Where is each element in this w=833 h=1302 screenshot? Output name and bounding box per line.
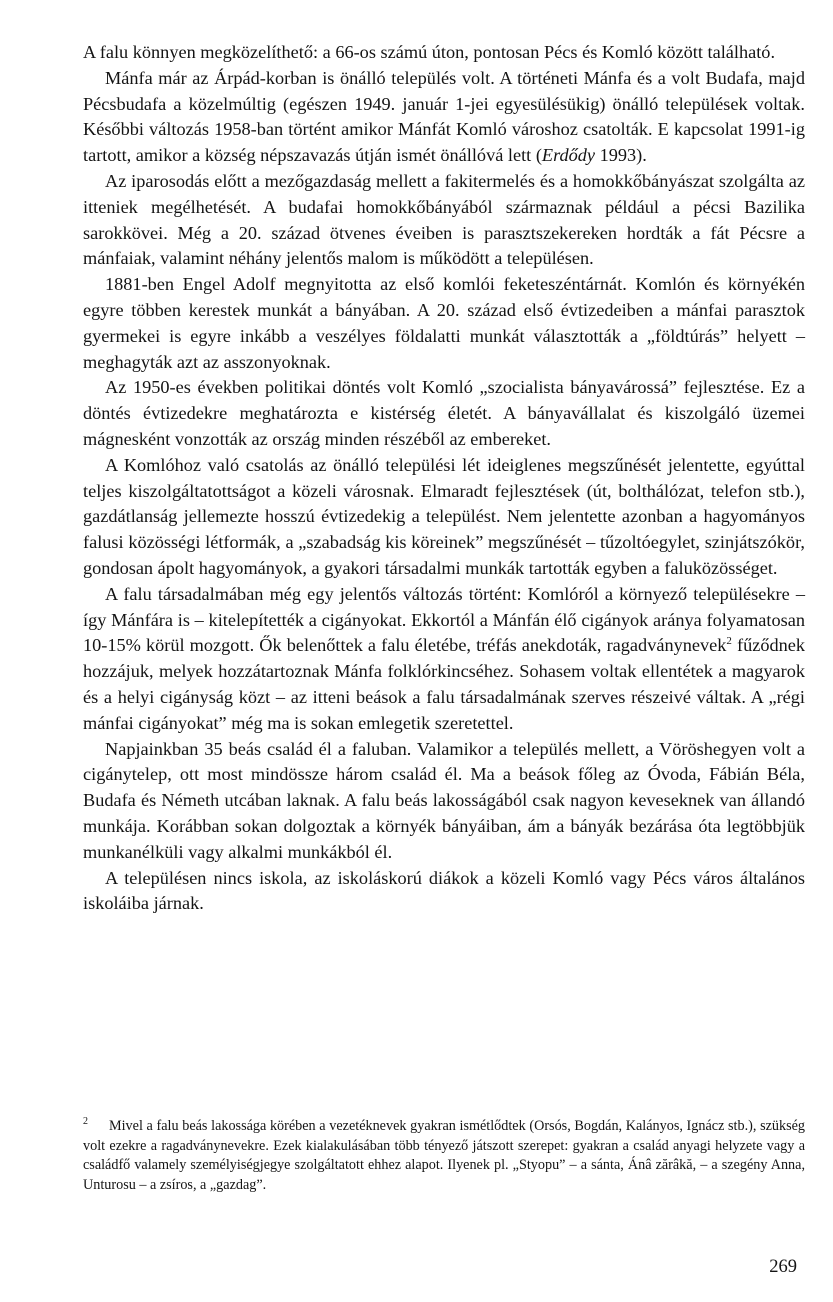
paragraph-2-text-end: 1993). bbox=[595, 145, 647, 166]
paragraph-6: A Komlóhoz való csatolás az önálló települési lét ideiglenes megszűnését jelentette, egyúttal teljes kiszolgáltatottságot a közeli városnak. Elmaradt fejlesztések (út, bolthálózat, telefon stb.), gazdátlanság jellemezte hosszú évtizedekig a települést. Nem jelentette azonban a hagyományos falusi közösségi létformák, a „szabadság kis köreinek” megszűnését – tűzoltóegylet, szinjátszókör, gondosan ápolt hagyományok, a gyakori társadalmi munkák tartották egyben a faluközösséget. bbox=[83, 454, 805, 578]
paragraph-1: A falu könnyen megközelíthető: a 66-os számú úton, pontosan Pécs és Komló között található. bbox=[83, 42, 776, 62]
paragraph-5: Az 1950-es években politikai döntés volt Komló „szocialista bányavárossá” fejlesztése. Ez a döntés évtizedekre meghatározta e kistérség életét. A bányavállalat és kiszolgáló üzemei mágnesként vonzották az ország minden részéből az embereket. bbox=[83, 377, 805, 449]
body-text bbox=[83, 40, 805, 917]
paragraph-9: A településen nincs iskola, az iskoláskorú diákok a közeli Komló vagy Pécs város általános iskoláiba járnak. bbox=[83, 867, 805, 914]
footnote: 2 Mivel a falu beás lakossága körében a vezetéknevek gyakran ismétlődtek (Orsós, Bogdán, Kalányos, Ignácz stb.), szükség volt ezekre a ragadványnevekre. Ezek kialakulásában több tényező játszott szerepet: gyakran a család anyagi helyzete vagy a családfő valamely személyiségjegye szolgáltatott ehhez alapot. Ilyenek pl. „Styopu” – a sánta, Ánâ zărâkă, – a szegény Anna, Unturosu – a zsíros, a „gazdag”. bbox=[83, 1116, 805, 1193]
paragraph-3: Az iparosodás előtt a mezőgazdaság mellett a fakitermelés és a homokkőbányászat szolgálta az itteniek megélhetését. A budafai homokkőbányából származnak például a pécsi Bazilika sarokkövei. Még a 20. század ötvenes éveiben is parasztszekereken hordták a fát Pécsre a mánfaiak, valamint néhány jelentős malom is működött a településen. bbox=[83, 170, 805, 269]
paragraph-8: Napjainkban 35 beás család él a faluban. Valamikor a település mellett, a Vöröshegyen volt a cigánytelep, ott most mindössze három család él. Ma a beások főleg az Óvoda, Fábián Béla, Budafa és Németh utcában laknak. A falu beás lakosságából csak nagyon keveseknek van állandó munkája. Korábban sokan dolgoztak a környék bányáiban, ám a bányák bezárása óta legtöbbjük munkanélküli vagy alkalmi munkákból él. bbox=[83, 738, 805, 862]
paragraph-4: 1881-ben Engel Adolf megnyitotta az első komlói feketeszéntárnát. Komlón és környékén egyre többen kerestek munkát a bányában. A 20. század első évtizedeiben a mánfai parasztok gyermekei is egyre inkább a veszélyes földalatti munkát választották a „földtúrás” helyett – meghagyták azt az asszonyoknak. bbox=[83, 274, 805, 372]
footnote-text: Mivel a falu beás lakossága körében a vezetéknevek gyakran ismétlődtek (Orsós, Bogdán, Kalányos, Ignácz stb.), szükség volt ezekre a ragadványnevekre. Ezek kialakulásában több tényező játszott szerepet: gyakran a család anyagi helyzete vagy a családfő valamely személyiségjegye szolgáltatott ehhez alapot. Ilyenek pl. „Styopu” – a sánta, Ánâ zărâkă, – a szegény Anna, Unturosu – a zsíros, a „gazdag”. bbox=[83, 1118, 805, 1193]
paragraph-7-text: A falu társadalmában még egy jelentős változás történt: Komlóról a környező településekre – így Mánfára is – kitelepítették a cigányokat. Ekkortól a Mánfán élő cigányok aránya folyamatosan 10-15% körül mozgott. Ők belenőttek a falu életébe, tréfás anekdoták, ragadványnevek bbox=[83, 583, 805, 656]
paragraph-2 bbox=[83, 66, 805, 169]
paragraph-2-text: Mánfa már az Árpád-korban is önálló település volt. A történeti Mánfa és a volt Budafa, majd Pécsbudafa a közelmúltig (egészen 1949. január 1-jei egyesülésükig) önálló települések voltak. Későbbi változás 1958-ban történt amikor Mánfát Komló városhoz csatolták. E kapcsolat 1991-ig tartott, amikor a község népszavazás útján ismét önállóvá lett ( bbox=[83, 67, 805, 166]
citation-author: Erdődy bbox=[541, 145, 596, 166]
paragraph-7 bbox=[83, 582, 805, 737]
page-number: 269 bbox=[769, 1257, 797, 1277]
footnote-reference: 2 bbox=[726, 635, 732, 648]
paragraph-7-text-end: fűződnek hozzájuk, melyek hozzátartoznak Mánfa folklórkincséhez. Sohasem voltak ellentétek a magyarok és a helyi cigányság közt – az itteni beások a falu társadalmának szerves részeivé váltak. A „régi mánfai cigányokat” még ma is sokan emlegetik szeretettel. bbox=[83, 635, 805, 733]
